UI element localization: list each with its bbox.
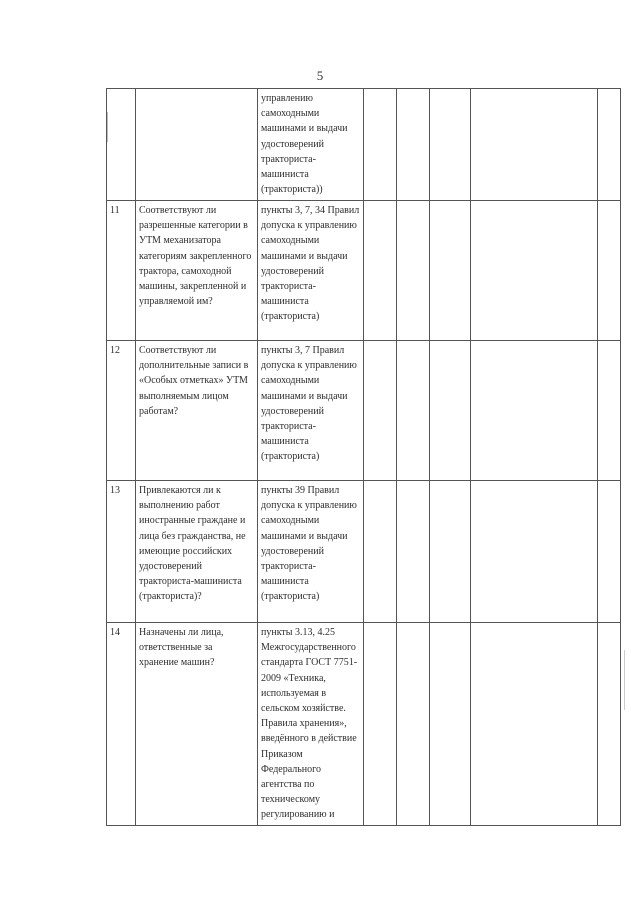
table-row — [107, 623, 621, 826]
scan-artifact — [107, 112, 108, 142]
answer-cell — [364, 481, 397, 623]
question-cell: Соответствуют ли разрешенные категории в УТМ механизатора категориям закрепленного трактора, самоходной машины, закрепленной и управляемой им? — [136, 201, 258, 341]
reference-cell: пункты 3.13, 4.25 Межгосударственного стандарта ГОСТ 7751-2009 «Техника, используемая в сельском хозяйстве. Правила хранения», введённого в действие Приказом Федерального агентства по техническому регулированию и — [258, 623, 364, 826]
reference-cell: пункты 3, 7, 34 Правил допуска к управлению самоходными машинами и выдачи удостоверений тракториста-машиниста (тракториста) — [258, 201, 364, 341]
row-number: 12 — [107, 341, 136, 481]
question-cell: Привлекаются ли к выполнению работ иностранные граждане и лица без гражданства, не имеющие российских удостоверений тракториста-машиниста (тракториста)? — [136, 481, 258, 623]
answer-cell — [364, 341, 397, 481]
comment-cell — [471, 623, 598, 826]
table-row — [107, 201, 621, 341]
comment-cell — [471, 481, 598, 623]
question-cell: Назначены ли лица, ответственные за хранение машин? — [136, 623, 258, 826]
row-number: 13 — [107, 481, 136, 623]
reference-cell: пункты 39 Правил допуска к управлению самоходными машинами и выдачи удостоверений тракториста-машиниста (тракториста) — [258, 481, 364, 623]
answer-cell — [430, 481, 471, 623]
row-number: 11 — [107, 201, 136, 341]
answer-cell — [397, 89, 430, 201]
table-row — [107, 341, 621, 481]
checklist-table — [106, 88, 621, 826]
table-row — [107, 481, 621, 623]
answer-cell — [430, 341, 471, 481]
reference-cell: пункты 3, 7 Правил допуска к управлению самоходными машинами и выдачи удостоверений тракториста-машиниста (тракториста) — [258, 341, 364, 481]
answer-cell — [430, 89, 471, 201]
question-cell — [136, 89, 258, 201]
margin-cell — [598, 341, 621, 481]
table-row — [107, 89, 621, 201]
answer-cell — [364, 201, 397, 341]
comment-cell — [471, 341, 598, 481]
answer-cell — [397, 201, 430, 341]
margin-cell — [598, 89, 621, 201]
answer-cell — [397, 481, 430, 623]
comment-cell — [471, 89, 598, 201]
reference-cell: управлению самоходными машинами и выдачи удостоверений тракториста-машиниста (тракториста)) — [258, 89, 364, 201]
question-cell: Соответствуют ли дополнительные записи в «Особых отметках» УТМ выполняемым лицом работам? — [136, 341, 258, 481]
answer-cell — [397, 341, 430, 481]
answer-cell — [364, 89, 397, 201]
row-number — [107, 89, 136, 201]
answer-cell — [364, 623, 397, 826]
margin-cell — [598, 481, 621, 623]
margin-cell — [598, 201, 621, 341]
margin-cell — [598, 623, 621, 826]
answer-cell — [430, 623, 471, 826]
scan-artifact — [624, 650, 625, 710]
row-number: 14 — [107, 623, 136, 826]
answer-cell — [430, 201, 471, 341]
comment-cell — [471, 201, 598, 341]
answer-cell — [397, 623, 430, 826]
page-number: 5 — [316, 68, 324, 83]
